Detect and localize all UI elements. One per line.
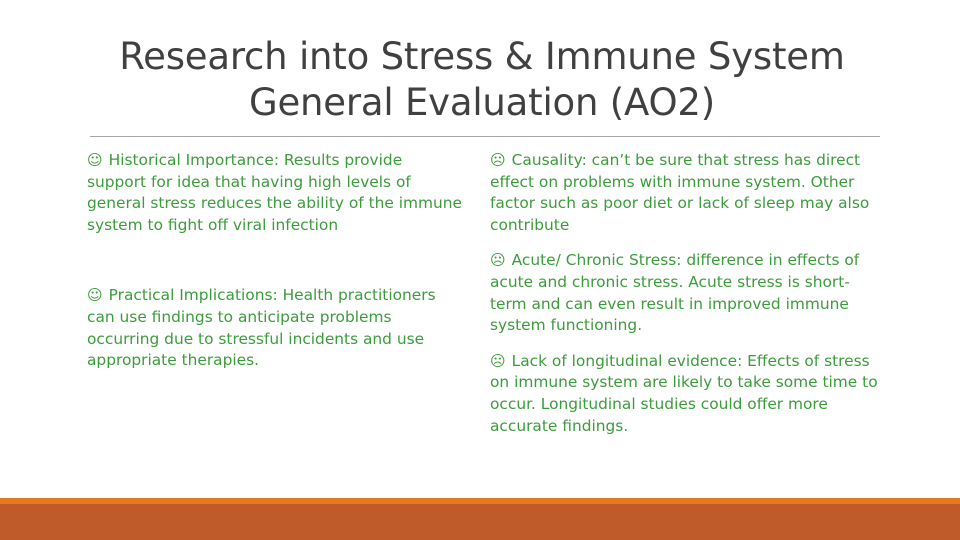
frowning-face-icon: ☹	[490, 251, 506, 270]
weaknesses-column	[490, 150, 885, 437]
slide-title-line-2: General Evaluation (AO2)	[249, 81, 715, 124]
point-historical-importance	[87, 150, 465, 236]
point-text: Causality: can’t be sure that stress has direct effect on problems with immune system. Other factor such as poor diet or lack of sleep may also contribute	[490, 151, 870, 234]
frowning-face-icon: ☹	[490, 151, 506, 169]
point-text: Practical Implications: Health practitioners can use findings to anticipate problems occurring due to stressful incidents and use appropriate therapies.	[87, 286, 436, 370]
smiley-face-icon: ☺	[87, 286, 103, 305]
smiley-face-icon: ☺	[87, 151, 103, 169]
point-text: Lack of longitudinal evidence: Effects of stress on immune system are likely to take some time to occur. Longitudinal studies could offer more accurate findings.	[490, 351, 878, 435]
point-text: Acute/ Chronic Stress: difference in effects of acute and chronic stress. Acute stress is short-term and can even result in improved immune system functioning.	[490, 251, 860, 335]
point-causality	[490, 150, 885, 236]
slide-title-line-1: Research into Stress & Immune System	[119, 35, 845, 78]
point-practical-implications	[87, 285, 465, 371]
point-longitudinal-evidence	[490, 351, 885, 437]
slide-title	[0, 34, 960, 126]
footer-bar	[0, 504, 960, 540]
strengths-column	[87, 150, 465, 372]
point-text: Historical Importance: Results provide support for idea that having high levels of general stress reduces the ability of the immune system to fight off viral infection	[87, 151, 462, 234]
point-acute-chronic-stress	[490, 250, 885, 336]
frowning-face-icon: ☹	[490, 351, 506, 370]
title-divider	[90, 136, 880, 137]
